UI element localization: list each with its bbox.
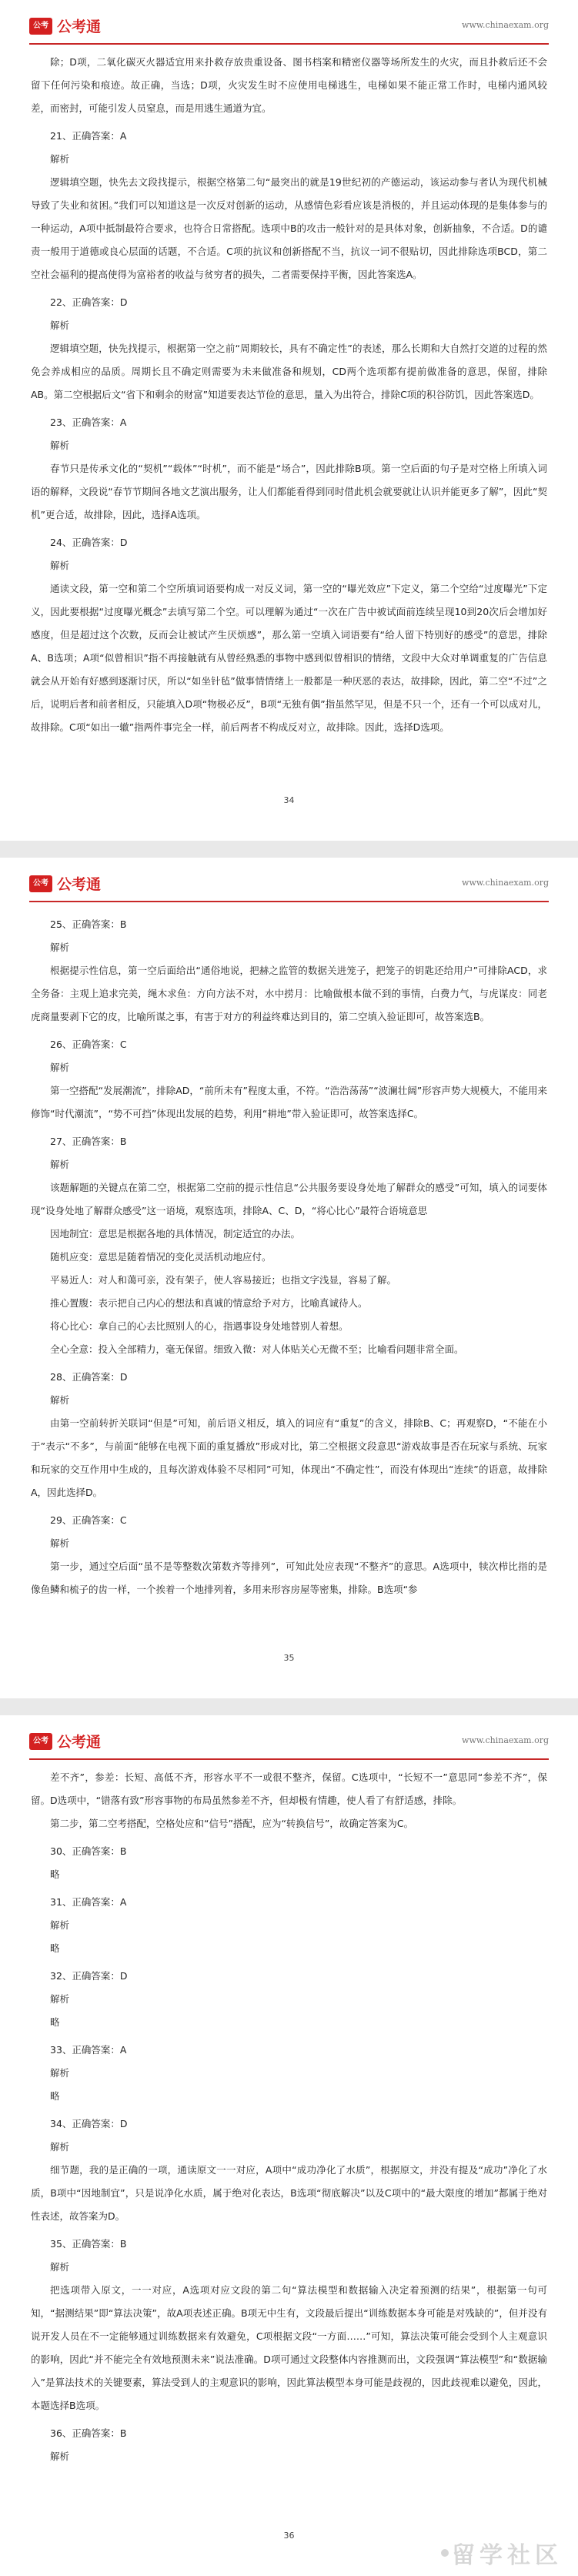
body-paragraph: 除；D项，二氧化碳灭火器适宜用来扑救存放贵重设备、图书档案和精密仪器等场所发生的火灾，而且扑救后还不会留下任何污染和痕迹。故正确，当选；D项，火灾发生时不应使用电梯逃生，电梯如果不能正常工作时，电梯内通风较差，而密封，可能引发人员窒息，而是用逃生通道为宜。 — [31, 56, 547, 114]
page-number: 35 — [283, 1653, 295, 1663]
answer-line: 31、正确答案：A — [50, 1896, 127, 1908]
analysis-label: 解析 — [50, 1993, 70, 2005]
site-url: www.chinaexam.org — [462, 1735, 549, 1745]
analysis-label: 解析 — [50, 2261, 70, 2273]
body-paragraph: 第一步，通过空后面“虽不是等整数次第数齐等排列”，可知此处应表现“不整齐”的意思。A选项中，犊次栉比指的是像鱼鳞和梳子的齿一样，一个挨着一个地排列着，多用来形容房屋等密集，排除。B选项“参 — [31, 1561, 547, 1595]
answer-line: 33、正确答案：A — [50, 2044, 127, 2056]
analysis-label: 解析 — [50, 2451, 70, 2462]
page-content — [31, 908, 547, 1601]
header-rule — [29, 43, 549, 45]
logo-text: 公考通 — [57, 1734, 102, 1751]
site-url: www.chinaexam.org — [462, 878, 549, 888]
body-paragraph: 随机应变：意思是随着情况的变化灵活机动地应付。 — [50, 1251, 272, 1263]
body-paragraph: 将心比心：拿自己的心去比照别人的心，指遇事设身处地替别人着想。 — [50, 1320, 349, 1332]
logo — [29, 1731, 101, 1751]
document-page — [0, 1715, 578, 2576]
analysis-label: 解析 — [50, 1394, 70, 1406]
omitted-note: 略 — [50, 1868, 60, 1880]
body-paragraph: 通读文段，第一空和第二个空所填词语要构成一对反义词，第一空的“曝光效应”下定义，第二个空给“过度曝光”下定义，因此要根据“过度曝光概念”去填写第二个空。可以理解为通过“一次在广告中被试面前连续呈现10到20次后会增加好感度，但是超过这个次数，反而会让被试产生厌烦感”，那么第一空填入词语要有“给人留下特别好的感受”的意思，排除A、B选项；A项“似曾相识”指不再接触就有从曾经熟悉的事物中感到似曾相识的情绪，文段中大众对单调重复的广告信息就会从开始有好感到逐渐讨厌，所以“如坐针毡”做事情情绪上一般都是一种厌恶的表达，故排除，因此，第二空“不过”之后，说明后者和前者相反，只能填入D项“物极必反”，B项“无独有偶”指虽然罕见，但是不只一个，还有一个可以成对儿，故排除。C项“如出一辙”指两件事完全一样，前后两者不构成反对立，故排除。因此，选择D选项。 — [31, 583, 547, 733]
body-paragraph: 因地制宜：意思是根据各地的具体情况，制定适宜的办法。 — [50, 1228, 301, 1239]
answer-line: 28、正确答案：D — [50, 1371, 128, 1383]
logo-mark: 公考 — [29, 1733, 52, 1750]
answer-line: 30、正确答案：B — [50, 1845, 127, 1857]
body-paragraph: 第二步，第二空考搭配，空格处应和“信号”搭配，应为“转换信号”，故确定答案为C。 — [50, 1818, 414, 1829]
analysis-label: 解析 — [50, 153, 70, 165]
document-page — [0, 0, 578, 841]
logo — [29, 15, 101, 36]
watermark-logo — [438, 2536, 563, 2570]
omitted-note: 略 — [50, 1942, 60, 1954]
answer-line: 35、正确答案：B — [50, 2238, 127, 2250]
answer-line: 21、正确答案：A — [50, 130, 127, 142]
body-paragraph: 根据提示性信息，第一空后面给出“通俗地说，把赫之监管的数据关进笼子，把笼子的钥匙还给用户”可排除ACD，求全务备：主观上追求完美，绳木求鱼：方向方法不对，水中捞月：比喻做根本做不到的事情，白费力气，与虎谋皮：同老虎商量要剥下它的皮，比喻所谋之事，有害于对方的利益终难达到目的，第二空填入验证即可，故答案选B。 — [31, 965, 547, 1022]
analysis-label: 解析 — [50, 440, 70, 451]
omitted-note: 略 — [50, 2090, 60, 2102]
body-paragraph: 逻辑填空题，快先找提示，根据第一空之前“周期较长，具有不确定性”的表述，那么长期和大自然打交道的过程的然免会养成相应的品质。周期长且不确定则需要为未来做准备和规划，CD两个选项都有提前做准备的意思，保留，排除AB。第二空根据后文“省下和剩余的财富”知道要表达节俭的意思，量入为出符合，排除C项的积谷防饥，因此答案选D。 — [31, 343, 547, 400]
answer-line: 29、正确答案：C — [50, 1514, 127, 1526]
analysis-label: 解析 — [50, 560, 70, 571]
body-paragraph: 由第一空前转折关联词“但是”可知，前后语义相反，填入的词应有“重复”的含义，排除B、C；再观察D，“不能在小于”表示“不多”，与前面“能够在电视下面的重复播放”形成对比，第二空根据文段意思“游戏故事是否在玩家与系统、玩家和玩家的交互作用中生成的，且每次游戏体验不尽相同”可知，体现出“不确定性”，而没有体现出“连续”的语意，故排除A，因此选择D。 — [31, 1417, 547, 1498]
analysis-label: 解析 — [50, 1919, 70, 1931]
answer-line: 34、正确答案：D — [50, 2118, 128, 2129]
answer-line: 24、正确答案：D — [50, 537, 128, 548]
body-paragraph: 把选项带入原文，一一对应，A选项对应文段的第二句“算法模型和数据输入决定着预测的结果”，根据第一句可知，“据测结果”即“算法决策”，故A项表述正确。B项无中生有，文段最后提出“训练数据本身可能是对残缺的”，但并没有说开发人员在不一定能够通过训练数据来有效避免，C项根据文段“一方面……”可知，算法决策可能会受到个人主观意识的影响，因此“并不能完全有效地预测未来”说法准确。D项可通过文段整体内容推测而出，文段强调“算法模型”和“数据输入”是算法技术的关键要素，算法受到人的主观意识的影响，因此算法模型本身可能是歧视的，因此歧视难以避免，因此，本题选择B选项。 — [31, 2284, 547, 2411]
document-page — [0, 858, 578, 1698]
page-content — [31, 1766, 547, 2468]
body-paragraph: 平易近人：对人和蔼可亲，没有架子，使人容易接近；也指文字浅显，容易了解。 — [50, 1274, 397, 1286]
body-paragraph: 推心置腹：表示把自己内心的想法和真诚的情意给予对方，比喻真诚待人。 — [50, 1297, 368, 1309]
logo-text: 公考通 — [57, 876, 102, 893]
answer-line: 25、正确答案：B — [50, 918, 127, 930]
site-url: www.chinaexam.org — [462, 20, 549, 30]
page-number: 34 — [283, 795, 295, 805]
watermark-dot — [441, 2549, 449, 2557]
logo-text: 公考通 — [57, 18, 102, 35]
answer-line: 23、正确答案：A — [50, 417, 127, 428]
logo-mark: 公考 — [29, 18, 52, 35]
header-rule — [29, 1758, 549, 1760]
body-paragraph: 细节题，我的是正确的一项，通读原文一一对应，A项中“成功净化了水质”，根据原文，并没有提及“成功”净化了水质，B项中“因地制宜”，只是说净化水质，属于绝对化表达，B选项“彻底解决”以及C项中的“最大限度的增加”都属于绝对性表述，故答案为D。 — [31, 2164, 547, 2222]
header-rule — [29, 901, 549, 902]
logo — [29, 873, 101, 894]
page-content — [31, 51, 547, 739]
watermark-text: 留学社区 — [452, 2542, 563, 2569]
omitted-note: 略 — [50, 2016, 60, 2028]
answer-line: 36、正确答案：B — [50, 2427, 127, 2439]
analysis-label: 解析 — [50, 319, 70, 331]
body-paragraph: 第一空搭配“发展潮流”，排除AD，“前所未有”程度太重，不符。“浩浩荡荡”“波澜壮阔”形容声势大规模大，不能用来修饰“时代潮流”，“势不可挡”体现出发展的趋势，利用“耕地”带入验证即可，故答案选择C。 — [31, 1085, 547, 1119]
body-paragraph: 全心全意：投入全部精力，毫无保留。细致入微：对人体贴关心无微不至；比喻看问题非常全面。 — [50, 1343, 464, 1355]
body-paragraph: 春节只是传承文化的“契机”“载体”“时机”，而不能是“场合”，因此排除B项。第一空后面的句子是对空格上所填入词语的解释，文段说“春节节期间各地文艺演出服务，让人们都能看得到同时借此机会就要就让认识并能更多了解”，因此“契机”更合适，故排除，因此，选择A选项。 — [31, 463, 547, 520]
body-paragraph: 该题解题的关键点在第二空，根据第二空前的提示性信息“公共服务要设身处地了解群众的感受”可知，填入的词要体现“设身处地了解群众感受”这一语境，观察选项，排除A、C、D，“将心比心”最符合语境意思 — [31, 1182, 547, 1216]
page-number: 36 — [283, 2531, 295, 2541]
analysis-label: 解析 — [50, 2141, 70, 2153]
analysis-label: 解析 — [50, 942, 70, 953]
answer-line: 22、正确答案：D — [50, 296, 128, 308]
body-paragraph: 逻辑填空题，快先去文段找提示，根据空格第二句“最突出的就是19世纪初的产德运动，该运动参与者认为现代机械导致了失业和贫困。”我们可以知道这是一次反对创新的运动，从感情色彩看应该是消极的，并且运动体现的是集体参与的一种运动，A项中抵制最符合要求，也符合日常搭配。选项中B的攻击一般针对的是具体对象，创新抽象，不合适。D的谴责一般用于道德或良心层面的话题，不合适。C项的抗议和创新搭配不当，抗议一词不很贴切，因此排除选项BCD，第二空社会福利的提高使得为富裕者的收益与贫穷者的损失，二者需要保持平衡，因此答案选A。 — [31, 176, 547, 280]
analysis-label: 解析 — [50, 1159, 70, 1170]
answer-line: 32、正确答案：D — [50, 1970, 128, 1982]
answer-line: 27、正确答案：B — [50, 1136, 127, 1147]
analysis-label: 解析 — [50, 1062, 70, 1073]
answer-line: 26、正确答案：C — [50, 1039, 127, 1050]
analysis-label: 解析 — [50, 1537, 70, 1549]
logo-mark: 公考 — [29, 875, 52, 892]
body-paragraph: 差不齐”，参差：长短、高低不齐，形容水平不一或很不整齐，保留。C选项中，“长短不一”意思同“参差不齐”，保留。D选项中，“错落有致”形容事物的布局虽然参差不齐，但却极有情趣，使人看了有舒适感，排除。 — [31, 1771, 547, 1806]
analysis-label: 解析 — [50, 2067, 70, 2079]
